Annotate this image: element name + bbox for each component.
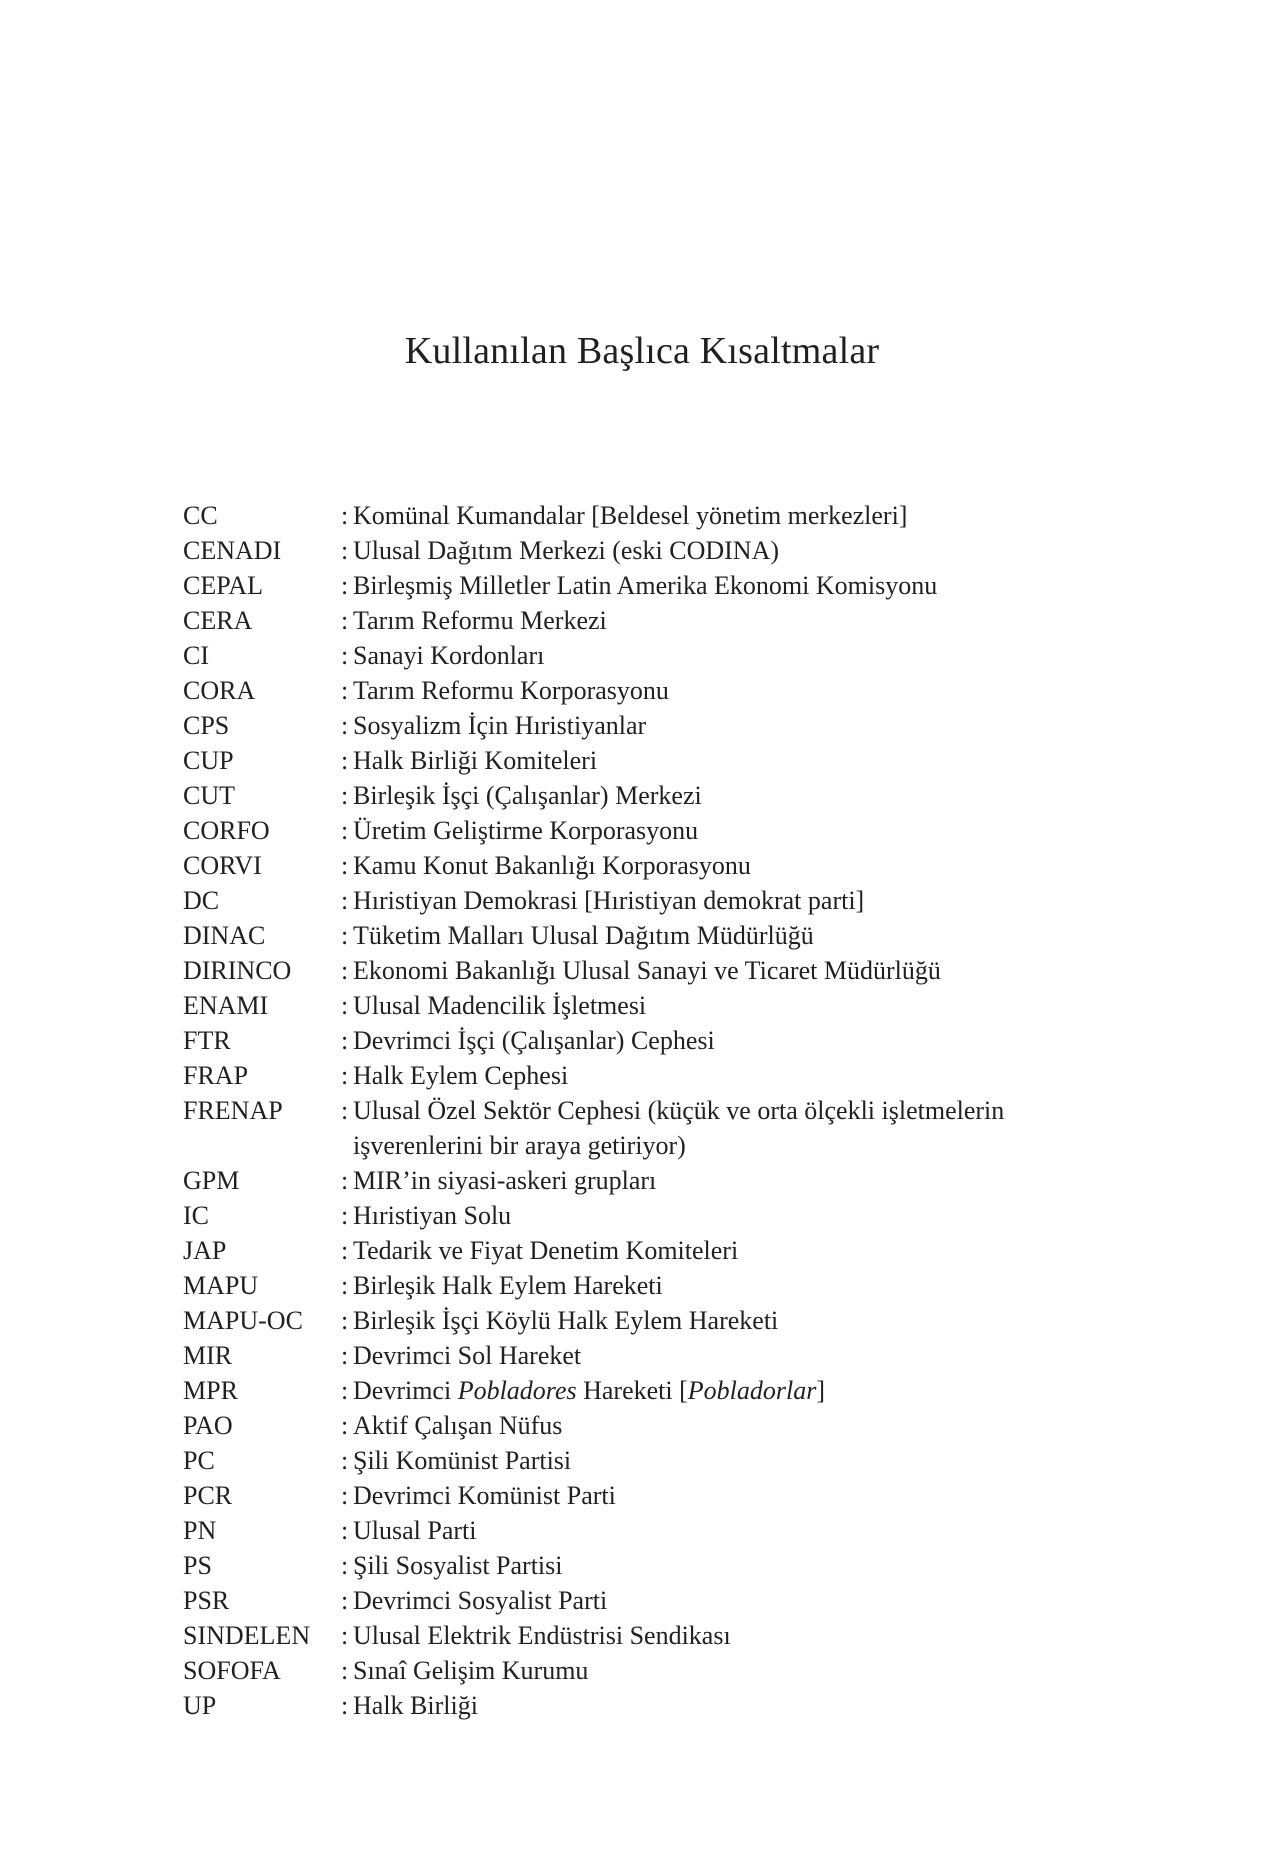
abbreviation-definition: Tedarik ve Fiyat Denetim Komiteleri xyxy=(353,1236,739,1265)
abbreviation-definition: Devrimci İşçi (Çalışanlar) Cephesi xyxy=(353,1026,715,1055)
colon-separator: : xyxy=(341,1201,349,1230)
colon-separator: : xyxy=(341,1691,349,1720)
abbreviation-term: IC xyxy=(183,1201,209,1230)
abbreviation-definition: Sınaî Gelişim Kurumu xyxy=(353,1656,589,1685)
colon-separator: : xyxy=(341,501,349,530)
abbreviation-row xyxy=(183,743,1123,778)
abbreviation-term: CI xyxy=(183,641,209,670)
abbreviation-definition: Ulusal Elektrik Endüstrisi Sendikası xyxy=(353,1621,731,1650)
abbreviation-row xyxy=(183,1058,1123,1093)
abbreviation-term: CC xyxy=(183,501,218,530)
abbreviation-term: CORA xyxy=(183,676,256,705)
colon-separator: : xyxy=(341,641,349,670)
abbreviation-term: CUT xyxy=(183,781,235,810)
abbreviation-row xyxy=(183,533,1123,568)
colon-separator: : xyxy=(341,921,349,950)
abbreviation-row xyxy=(183,638,1123,673)
abbreviation-definition xyxy=(353,1373,1123,1408)
abbreviation-term: UP xyxy=(183,1691,217,1720)
abbreviation-term: JAP xyxy=(183,1236,227,1265)
abbreviation-definition: Devrimci Komünist Parti xyxy=(353,1481,616,1510)
definition-italic-text: Pobladorlar xyxy=(687,1376,817,1405)
abbreviation-term: CERA xyxy=(183,606,253,635)
abbreviation-row xyxy=(183,848,1123,883)
abbreviation-definition: Ulusal Özel Sektör Cephesi (küçük ve orta ölçekli işletmelerin işverenlerini bir araya getiriyor) xyxy=(353,1096,1005,1160)
colon-separator: : xyxy=(341,746,349,775)
abbreviation-term: DINAC xyxy=(183,921,266,950)
abbreviation-row xyxy=(183,1338,1123,1373)
abbreviation-definition: Halk Birliği Komiteleri xyxy=(353,746,598,775)
abbreviation-term: FRAP xyxy=(183,1061,249,1090)
abbreviation-row xyxy=(183,673,1123,708)
abbreviation-row xyxy=(183,568,1123,603)
abbreviation-definition: Sosyalizm İçin Hıristiyanlar xyxy=(353,711,647,740)
colon-separator: : xyxy=(341,1481,349,1510)
abbreviation-definition: Komünal Kumandalar [Beldesel yönetim merkezleri] xyxy=(353,501,908,530)
abbreviation-row xyxy=(183,883,1123,918)
colon-separator: : xyxy=(341,676,349,705)
definition-italic-text: Pobladores xyxy=(457,1376,577,1405)
colon-separator: : xyxy=(341,1061,349,1090)
abbreviation-row xyxy=(183,1618,1123,1653)
colon-separator: : xyxy=(341,1271,349,1300)
colon-separator: : xyxy=(341,1026,349,1055)
abbreviation-term: PN xyxy=(183,1516,217,1545)
abbreviation-row xyxy=(183,1303,1123,1338)
abbreviation-row xyxy=(183,1513,1123,1548)
abbreviation-term: PAO xyxy=(183,1411,233,1440)
colon-separator: : xyxy=(341,1306,349,1335)
colon-separator: : xyxy=(341,1621,349,1650)
page-title: Kullanılan Başlıca Kısaltmalar xyxy=(404,330,880,372)
colon-separator: : xyxy=(341,536,349,565)
abbreviation-row xyxy=(183,708,1123,743)
abbreviation-definition: Ulusal Madencilik İşletmesi xyxy=(353,991,647,1020)
colon-separator: : xyxy=(341,1411,349,1440)
abbreviation-definition: Tarım Reformu Merkezi xyxy=(353,606,607,635)
abbreviation-term: CORVI xyxy=(183,851,262,880)
abbreviation-term: CEPAL xyxy=(183,571,263,600)
colon-separator: : xyxy=(341,1166,349,1195)
colon-separator: : xyxy=(341,1341,349,1370)
abbreviation-definition: Tarım Reformu Korporasyonu xyxy=(353,676,669,705)
abbreviation-row xyxy=(183,498,1123,533)
abbreviation-definition: Halk Birliği xyxy=(353,1691,478,1720)
colon-separator: : xyxy=(341,1656,349,1685)
abbreviation-definition: Hıristiyan Demokrasi [Hıristiyan demokrat parti] xyxy=(353,886,865,915)
definition-text: ] xyxy=(816,1376,826,1405)
colon-separator: : xyxy=(341,956,349,985)
abbreviation-row xyxy=(183,813,1123,848)
abbreviation-term: PC xyxy=(183,1446,215,1475)
abbreviation-definition: Tüketim Malları Ulusal Dağıtım Müdürlüğü xyxy=(353,921,814,950)
abbreviation-term: FRENAP xyxy=(183,1096,283,1125)
abbreviation-term: PSR xyxy=(183,1586,230,1615)
abbreviation-row xyxy=(183,1548,1123,1583)
abbreviation-list xyxy=(183,498,1123,1723)
abbreviation-row xyxy=(183,778,1123,813)
abbreviation-definition: Ekonomi Bakanlığı Ulusal Sanayi ve Ticaret Müdürlüğü xyxy=(353,956,941,985)
abbreviation-row xyxy=(183,603,1123,638)
colon-separator: : xyxy=(341,781,349,810)
definition-text: Devrimci xyxy=(353,1376,458,1405)
abbreviation-definition: Şili Sosyalist Partisi xyxy=(353,1551,563,1580)
abbreviation-definition: Ulusal Parti xyxy=(353,1516,477,1545)
abbreviation-term: GPM xyxy=(183,1166,240,1195)
abbreviation-row xyxy=(183,1478,1123,1513)
abbreviation-row xyxy=(183,1198,1123,1233)
colon-separator: : xyxy=(341,1096,349,1125)
abbreviation-term: MAPU-OC xyxy=(183,1306,303,1335)
colon-separator: : xyxy=(341,886,349,915)
abbreviation-term: CENADI xyxy=(183,536,282,565)
abbreviation-definition: Devrimci Sol Hareket xyxy=(353,1341,582,1370)
colon-separator: : xyxy=(341,711,349,740)
abbreviation-definition: Hıristiyan Solu xyxy=(353,1201,512,1230)
abbreviation-term: PCR xyxy=(183,1481,233,1510)
abbreviation-definition: Sanayi Kordonları xyxy=(353,641,545,670)
abbreviation-row xyxy=(183,988,1123,1023)
abbreviation-term: MAPU xyxy=(183,1271,259,1300)
abbreviation-definition: Halk Eylem Cephesi xyxy=(353,1061,569,1090)
abbreviation-row xyxy=(183,1373,1123,1408)
abbreviation-definition: Aktif Çalışan Nüfus xyxy=(353,1411,563,1440)
abbreviation-term: CORFO xyxy=(183,816,270,845)
abbreviation-term: PS xyxy=(183,1551,212,1580)
abbreviation-term: MPR xyxy=(183,1376,238,1405)
colon-separator: : xyxy=(341,1446,349,1475)
abbreviation-row xyxy=(183,1688,1123,1723)
colon-separator: : xyxy=(341,606,349,635)
colon-separator: : xyxy=(341,1236,349,1265)
abbreviation-row xyxy=(183,1653,1123,1688)
definition-text: Hareketi [ xyxy=(576,1376,688,1405)
colon-separator: : xyxy=(341,1551,349,1580)
abbreviation-row xyxy=(183,1583,1123,1618)
colon-separator: : xyxy=(341,991,349,1020)
abbreviation-row xyxy=(183,918,1123,953)
abbreviation-term: FTR xyxy=(183,1026,231,1055)
abbreviation-row xyxy=(183,1408,1123,1443)
abbreviation-term: SINDELEN xyxy=(183,1621,311,1650)
abbreviation-term: SOFOFA xyxy=(183,1656,281,1685)
abbreviation-definition: Kamu Konut Bakanlığı Korporasyonu xyxy=(353,851,751,880)
colon-separator: : xyxy=(341,1516,349,1545)
abbreviation-term: ENAMI xyxy=(183,991,269,1020)
abbreviation-term: CUP xyxy=(183,746,234,775)
abbreviation-definition: Birleşik İşçi (Çalışanlar) Merkezi xyxy=(353,781,702,810)
abbreviation-definition: Birleşmiş Milletler Latin Amerika Ekonomi Komisyonu xyxy=(353,571,938,600)
abbreviation-row xyxy=(183,1268,1123,1303)
abbreviation-row xyxy=(183,953,1123,988)
abbreviation-definition: Birleşik Halk Eylem Hareketi xyxy=(353,1271,663,1300)
abbreviation-definition: MIR’in siyasi-askeri grupları xyxy=(353,1166,657,1195)
colon-separator: : xyxy=(341,1376,349,1405)
abbreviation-term: MIR xyxy=(183,1341,233,1370)
abbreviation-row xyxy=(183,1023,1123,1058)
abbreviation-definition: Birleşik İşçi Köylü Halk Eylem Hareketi xyxy=(353,1306,779,1335)
abbreviation-row xyxy=(183,1163,1123,1198)
abbreviation-term: DIRINCO xyxy=(183,956,292,985)
abbreviation-row xyxy=(183,1093,1123,1163)
abbreviation-row xyxy=(183,1443,1123,1478)
colon-separator: : xyxy=(341,1586,349,1615)
abbreviation-definition: Devrimci Sosyalist Parti xyxy=(353,1586,608,1615)
abbreviation-term: DC xyxy=(183,886,220,915)
abbreviation-definition: Şili Komünist Partisi xyxy=(353,1446,572,1475)
abbreviation-term: CPS xyxy=(183,711,230,740)
colon-separator: : xyxy=(341,816,349,845)
colon-separator: : xyxy=(341,851,349,880)
abbreviation-definition: Ulusal Dağıtım Merkezi (eski CODINA) xyxy=(353,536,780,565)
abbreviation-row xyxy=(183,1233,1123,1268)
colon-separator: : xyxy=(341,571,349,600)
abbreviation-definition: Üretim Geliştirme Korporasyonu xyxy=(353,816,699,845)
